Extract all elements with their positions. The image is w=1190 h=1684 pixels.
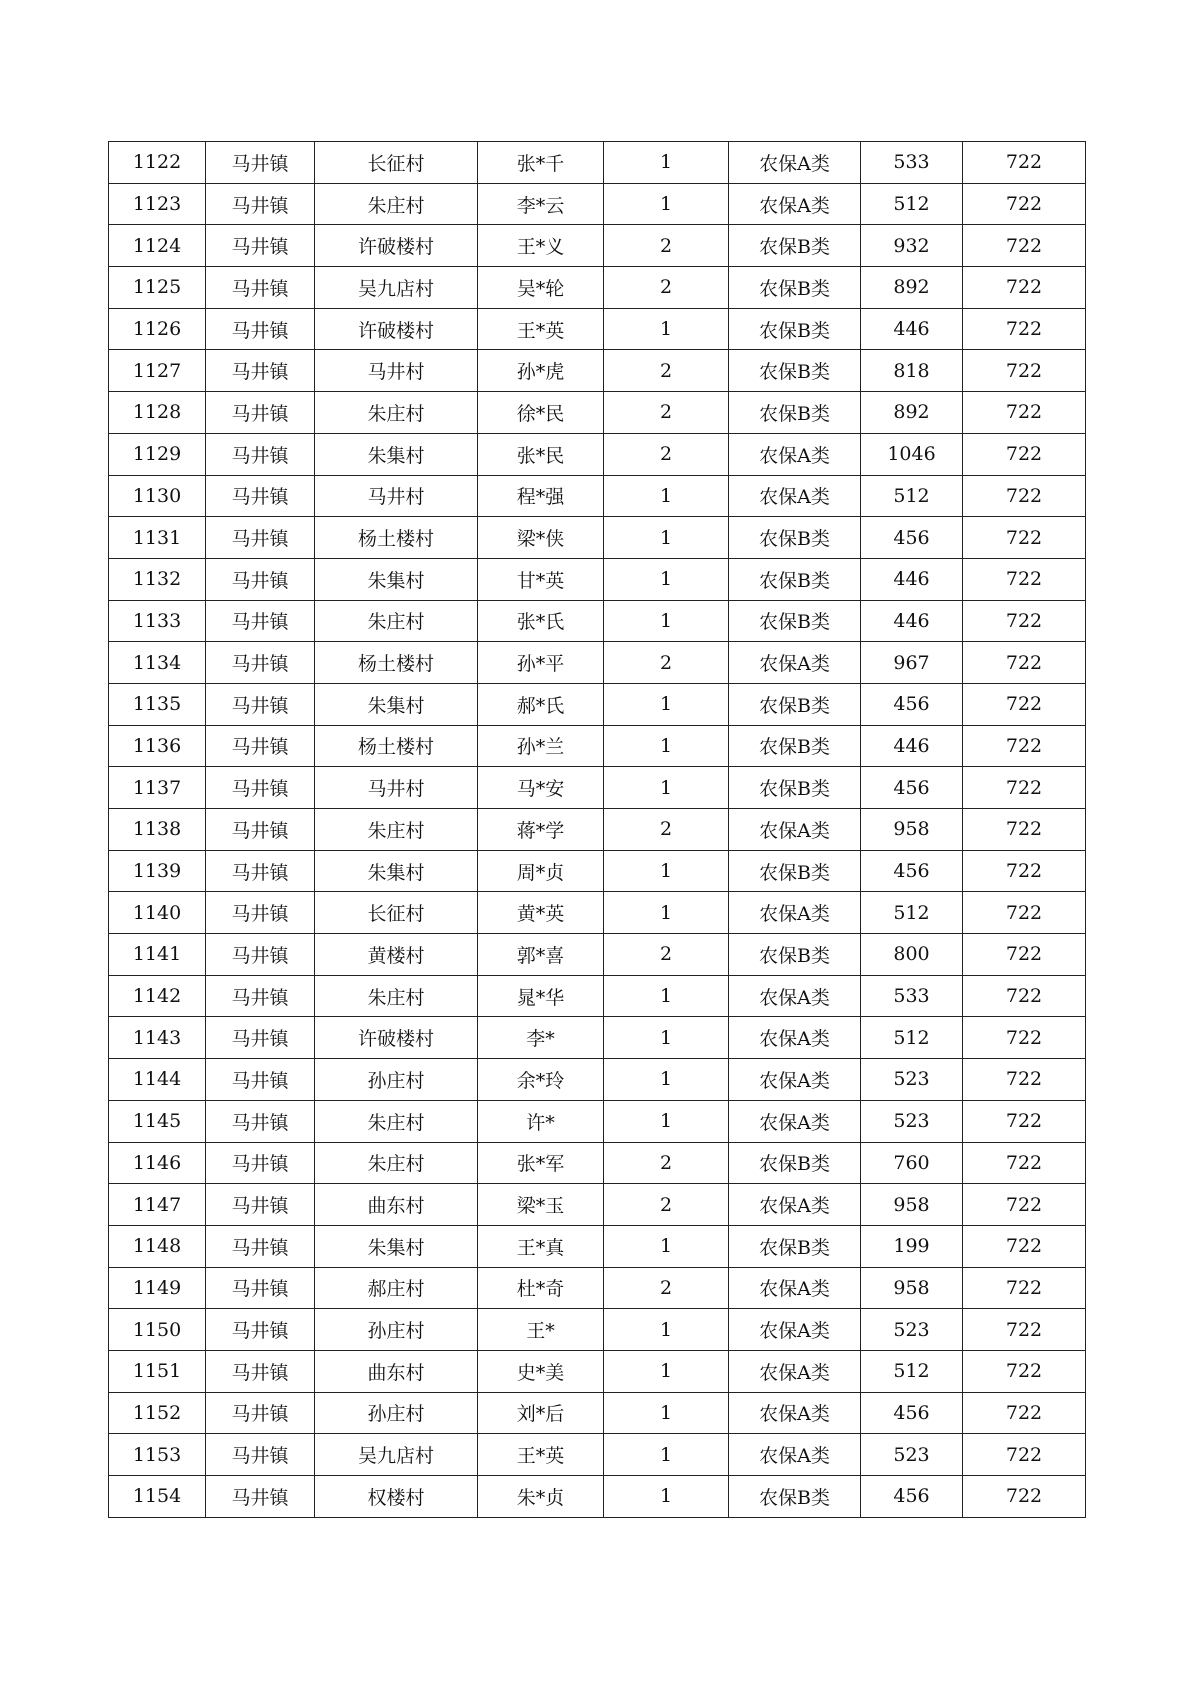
standard-cell: 722 [963,350,1086,392]
village-cell: 孙庄村 [315,1392,478,1434]
standard-cell: 722 [963,642,1086,684]
standard-cell: 722 [963,725,1086,767]
standard-cell: 722 [963,1392,1086,1434]
amount-cell: 456 [861,767,963,809]
village-cell: 朱集村 [315,850,478,892]
standard-cell: 722 [963,1184,1086,1226]
count-cell: 2 [604,1267,729,1309]
table-row [109,267,1086,309]
table-row [109,225,1086,267]
standard-cell: 722 [963,1434,1086,1476]
table-row [109,850,1086,892]
standard-cell: 722 [963,433,1086,475]
table-row [109,433,1086,475]
name-cell: 王*义 [478,225,604,267]
table-row [109,1476,1086,1518]
amount-cell: 456 [861,850,963,892]
amount-cell: 892 [861,267,963,309]
name-cell: 黄*英 [478,892,604,934]
standard-cell: 722 [963,1225,1086,1267]
count-cell: 2 [604,642,729,684]
name-cell: 甘*英 [478,558,604,600]
serial-number-cell: 1137 [109,767,206,809]
serial-number-cell: 1141 [109,934,206,976]
village-cell: 杨土楼村 [315,517,478,559]
serial-number-cell: 1133 [109,600,206,642]
amount-cell: 800 [861,934,963,976]
village-cell: 郝庄村 [315,1267,478,1309]
standard-cell: 722 [963,308,1086,350]
table-row [109,1309,1086,1351]
standard-cell: 722 [963,683,1086,725]
serial-number-cell: 1123 [109,183,206,225]
name-cell: 许* [478,1100,604,1142]
name-cell: 孙*虎 [478,350,604,392]
standard-cell: 722 [963,975,1086,1017]
amount-cell: 1046 [861,433,963,475]
category-cell: 农保B类 [729,850,861,892]
category-cell: 农保B类 [729,558,861,600]
amount-cell: 199 [861,1225,963,1267]
town-cell: 马井镇 [206,433,315,475]
serial-number-cell: 1140 [109,892,206,934]
serial-number-cell: 1131 [109,517,206,559]
name-cell: 张*民 [478,433,604,475]
town-cell: 马井镇 [206,1225,315,1267]
amount-cell: 446 [861,725,963,767]
category-cell: 农保A类 [729,975,861,1017]
amount-cell: 967 [861,642,963,684]
name-cell: 蒋*学 [478,809,604,851]
town-cell: 马井镇 [206,183,315,225]
standard-cell: 722 [963,600,1086,642]
standard-cell: 722 [963,809,1086,851]
town-cell: 马井镇 [206,225,315,267]
standard-cell: 722 [963,892,1086,934]
amount-cell: 533 [861,142,963,184]
town-cell: 马井镇 [206,725,315,767]
amount-cell: 456 [861,517,963,559]
standard-cell: 722 [963,183,1086,225]
standard-cell: 722 [963,1350,1086,1392]
count-cell: 2 [604,350,729,392]
category-cell: 农保A类 [729,433,861,475]
table-row [109,683,1086,725]
serial-number-cell: 1154 [109,1476,206,1518]
count-cell: 2 [604,225,729,267]
amount-cell: 446 [861,308,963,350]
standard-cell: 722 [963,1476,1086,1518]
town-cell: 马井镇 [206,350,315,392]
amount-cell: 533 [861,975,963,1017]
count-cell: 2 [604,433,729,475]
amount-cell: 523 [861,1309,963,1351]
amount-cell: 958 [861,809,963,851]
serial-number-cell: 1147 [109,1184,206,1226]
count-cell: 1 [604,517,729,559]
count-cell: 1 [604,1309,729,1351]
table-row [109,1184,1086,1226]
count-cell: 1 [604,850,729,892]
village-cell: 朱庄村 [315,392,478,434]
amount-cell: 818 [861,350,963,392]
standard-cell: 722 [963,850,1086,892]
serial-number-cell: 1130 [109,475,206,517]
name-cell: 晁*华 [478,975,604,1017]
category-cell: 农保A类 [729,183,861,225]
amount-cell: 958 [861,1184,963,1226]
amount-cell: 446 [861,558,963,600]
name-cell: 周*贞 [478,850,604,892]
town-cell: 马井镇 [206,1392,315,1434]
category-cell: 农保A类 [729,1017,861,1059]
name-cell: 余*玲 [478,1059,604,1101]
village-cell: 马井村 [315,475,478,517]
village-cell: 朱庄村 [315,809,478,851]
amount-cell: 456 [861,683,963,725]
category-cell: 农保A类 [729,892,861,934]
village-cell: 孙庄村 [315,1059,478,1101]
category-cell: 农保B类 [729,934,861,976]
table-body [109,142,1086,1518]
serial-number-cell: 1128 [109,392,206,434]
amount-cell: 523 [861,1059,963,1101]
amount-cell: 456 [861,1392,963,1434]
category-cell: 农保A类 [729,642,861,684]
table-row [109,142,1086,184]
town-cell: 马井镇 [206,683,315,725]
town-cell: 马井镇 [206,934,315,976]
name-cell: 王*英 [478,1434,604,1476]
count-cell: 1 [604,1350,729,1392]
town-cell: 马井镇 [206,1100,315,1142]
standard-cell: 722 [963,1267,1086,1309]
serial-number-cell: 1136 [109,725,206,767]
town-cell: 马井镇 [206,1184,315,1226]
town-cell: 马井镇 [206,308,315,350]
category-cell: 农保B类 [729,1476,861,1518]
name-cell: 梁*玉 [478,1184,604,1226]
town-cell: 马井镇 [206,267,315,309]
serial-number-cell: 1129 [109,433,206,475]
count-cell: 2 [604,267,729,309]
village-cell: 朱庄村 [315,1100,478,1142]
town-cell: 马井镇 [206,600,315,642]
serial-number-cell: 1138 [109,809,206,851]
name-cell: 孙*兰 [478,725,604,767]
town-cell: 马井镇 [206,767,315,809]
records-table [108,141,1086,1518]
name-cell: 刘*后 [478,1392,604,1434]
table-row [109,350,1086,392]
serial-number-cell: 1125 [109,267,206,309]
town-cell: 马井镇 [206,142,315,184]
category-cell: 农保B类 [729,1225,861,1267]
standard-cell: 722 [963,934,1086,976]
town-cell: 马井镇 [206,1059,315,1101]
name-cell: 张*千 [478,142,604,184]
table-row [109,1017,1086,1059]
standard-cell: 722 [963,142,1086,184]
count-cell: 1 [604,1225,729,1267]
table-row [109,892,1086,934]
category-cell: 农保A类 [729,1392,861,1434]
amount-cell: 512 [861,475,963,517]
name-cell: 梁*侠 [478,517,604,559]
category-cell: 农保A类 [729,1309,861,1351]
serial-number-cell: 1124 [109,225,206,267]
standard-cell: 722 [963,1309,1086,1351]
category-cell: 农保B类 [729,267,861,309]
table-row [109,1225,1086,1267]
category-cell: 农保A类 [729,1267,861,1309]
count-cell: 1 [604,683,729,725]
table-row [109,475,1086,517]
town-cell: 马井镇 [206,1434,315,1476]
village-cell: 杨土楼村 [315,642,478,684]
count-cell: 2 [604,1142,729,1184]
town-cell: 马井镇 [206,558,315,600]
name-cell: 王*真 [478,1225,604,1267]
village-cell: 许破楼村 [315,308,478,350]
town-cell: 马井镇 [206,392,315,434]
count-cell: 2 [604,934,729,976]
table-row [109,725,1086,767]
count-cell: 1 [604,767,729,809]
standard-cell: 722 [963,517,1086,559]
name-cell: 王* [478,1309,604,1351]
category-cell: 农保A类 [729,475,861,517]
table-row [109,1100,1086,1142]
village-cell: 朱庄村 [315,975,478,1017]
town-cell: 马井镇 [206,1476,315,1518]
table-row [109,1434,1086,1476]
amount-cell: 958 [861,1267,963,1309]
name-cell: 杜*奇 [478,1267,604,1309]
category-cell: 农保A类 [729,142,861,184]
standard-cell: 722 [963,558,1086,600]
town-cell: 马井镇 [206,892,315,934]
category-cell: 农保A类 [729,1059,861,1101]
serial-number-cell: 1134 [109,642,206,684]
name-cell: 吴*轮 [478,267,604,309]
count-cell: 1 [604,975,729,1017]
serial-number-cell: 1122 [109,142,206,184]
town-cell: 马井镇 [206,850,315,892]
serial-number-cell: 1153 [109,1434,206,1476]
village-cell: 黄楼村 [315,934,478,976]
name-cell: 程*强 [478,475,604,517]
village-cell: 朱集村 [315,683,478,725]
name-cell: 郝*氏 [478,683,604,725]
count-cell: 1 [604,1017,729,1059]
category-cell: 农保B类 [729,767,861,809]
count-cell: 2 [604,392,729,434]
village-cell: 朱集村 [315,1225,478,1267]
category-cell: 农保A类 [729,1434,861,1476]
serial-number-cell: 1127 [109,350,206,392]
village-cell: 权楼村 [315,1476,478,1518]
standard-cell: 722 [963,392,1086,434]
name-cell: 郭*喜 [478,934,604,976]
village-cell: 许破楼村 [315,1017,478,1059]
table-row [109,517,1086,559]
table-row [109,308,1086,350]
category-cell: 农保B类 [729,350,861,392]
town-cell: 马井镇 [206,1309,315,1351]
village-cell: 吴九店村 [315,267,478,309]
count-cell: 1 [604,1059,729,1101]
serial-number-cell: 1126 [109,308,206,350]
town-cell: 马井镇 [206,975,315,1017]
table-row [109,392,1086,434]
table-row [109,600,1086,642]
serial-number-cell: 1132 [109,558,206,600]
amount-cell: 512 [861,892,963,934]
town-cell: 马井镇 [206,1267,315,1309]
table-row [109,1267,1086,1309]
standard-cell: 722 [963,267,1086,309]
serial-number-cell: 1149 [109,1267,206,1309]
count-cell: 1 [604,183,729,225]
table-row [109,558,1086,600]
table-row [109,934,1086,976]
count-cell: 1 [604,308,729,350]
village-cell: 朱集村 [315,433,478,475]
village-cell: 朱庄村 [315,183,478,225]
amount-cell: 760 [861,1142,963,1184]
village-cell: 许破楼村 [315,225,478,267]
village-cell: 杨土楼村 [315,725,478,767]
standard-cell: 722 [963,1017,1086,1059]
serial-number-cell: 1150 [109,1309,206,1351]
serial-number-cell: 1135 [109,683,206,725]
category-cell: 农保A类 [729,809,861,851]
count-cell: 1 [604,558,729,600]
count-cell: 1 [604,1100,729,1142]
village-cell: 马井村 [315,350,478,392]
standard-cell: 722 [963,1100,1086,1142]
count-cell: 1 [604,1476,729,1518]
category-cell: 农保A类 [729,1100,861,1142]
category-cell: 农保B类 [729,225,861,267]
count-cell: 1 [604,475,729,517]
name-cell: 徐*民 [478,392,604,434]
name-cell: 朱*贞 [478,1476,604,1518]
category-cell: 农保A类 [729,1350,861,1392]
village-cell: 长征村 [315,892,478,934]
village-cell: 曲东村 [315,1184,478,1226]
standard-cell: 722 [963,1142,1086,1184]
count-cell: 1 [604,1434,729,1476]
village-cell: 长征村 [315,142,478,184]
serial-number-cell: 1144 [109,1059,206,1101]
town-cell: 马井镇 [206,1142,315,1184]
town-cell: 马井镇 [206,1017,315,1059]
name-cell: 孙*平 [478,642,604,684]
count-cell: 2 [604,809,729,851]
serial-number-cell: 1146 [109,1142,206,1184]
category-cell: 农保B类 [729,683,861,725]
table-row [109,1142,1086,1184]
name-cell: 李* [478,1017,604,1059]
category-cell: 农保A类 [729,1184,861,1226]
serial-number-cell: 1148 [109,1225,206,1267]
village-cell: 马井村 [315,767,478,809]
table-row [109,183,1086,225]
amount-cell: 512 [861,183,963,225]
table-row [109,767,1086,809]
count-cell: 1 [604,725,729,767]
town-cell: 马井镇 [206,809,315,851]
table-row [109,809,1086,851]
name-cell: 张*氏 [478,600,604,642]
category-cell: 农保B类 [729,308,861,350]
table-row [109,975,1086,1017]
table-row [109,642,1086,684]
serial-number-cell: 1152 [109,1392,206,1434]
amount-cell: 523 [861,1100,963,1142]
name-cell: 王*英 [478,308,604,350]
name-cell: 史*美 [478,1350,604,1392]
town-cell: 马井镇 [206,475,315,517]
serial-number-cell: 1151 [109,1350,206,1392]
village-cell: 孙庄村 [315,1309,478,1351]
amount-cell: 892 [861,392,963,434]
table-row [109,1392,1086,1434]
standard-cell: 722 [963,1059,1086,1101]
table-row [109,1350,1086,1392]
town-cell: 马井镇 [206,1350,315,1392]
village-cell: 朱庄村 [315,1142,478,1184]
name-cell: 马*安 [478,767,604,809]
serial-number-cell: 1143 [109,1017,206,1059]
standard-cell: 722 [963,767,1086,809]
standard-cell: 722 [963,475,1086,517]
standard-cell: 722 [963,225,1086,267]
count-cell: 1 [604,142,729,184]
amount-cell: 932 [861,225,963,267]
village-cell: 朱庄村 [315,600,478,642]
serial-number-cell: 1145 [109,1100,206,1142]
category-cell: 农保B类 [729,1142,861,1184]
serial-number-cell: 1139 [109,850,206,892]
serial-number-cell: 1142 [109,975,206,1017]
category-cell: 农保B类 [729,392,861,434]
town-cell: 马井镇 [206,517,315,559]
village-cell: 朱集村 [315,558,478,600]
category-cell: 农保B类 [729,517,861,559]
category-cell: 农保B类 [729,600,861,642]
name-cell: 张*军 [478,1142,604,1184]
amount-cell: 446 [861,600,963,642]
amount-cell: 512 [861,1017,963,1059]
name-cell: 李*云 [478,183,604,225]
count-cell: 1 [604,1392,729,1434]
town-cell: 马井镇 [206,642,315,684]
amount-cell: 456 [861,1476,963,1518]
count-cell: 1 [604,892,729,934]
count-cell: 2 [604,1184,729,1226]
amount-cell: 512 [861,1350,963,1392]
village-cell: 曲东村 [315,1350,478,1392]
category-cell: 农保B类 [729,725,861,767]
count-cell: 1 [604,600,729,642]
village-cell: 吴九店村 [315,1434,478,1476]
table-row [109,1059,1086,1101]
amount-cell: 523 [861,1434,963,1476]
